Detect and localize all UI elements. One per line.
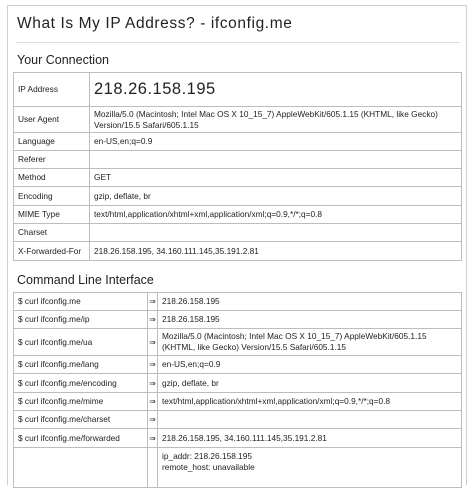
row-label: IP Address xyxy=(14,73,90,107)
cli-command[interactable]: $ curl ifconfig.me/forwarded xyxy=(14,429,148,448)
cli-command[interactable]: $ curl ifconfig.me/charset xyxy=(14,411,148,429)
page-frame xyxy=(7,5,467,485)
arrow-icon: ⇒ xyxy=(148,329,158,356)
row-label: X-Forwarded-For xyxy=(14,242,90,261)
method-value[interactable]: GET xyxy=(90,169,462,187)
user-agent-value[interactable]: Mozilla/5.0 (Macintosh; Intel Mac OS X 10_15_7) AppleWebKit/605.1.15 (KHTML, like Gecko) Version/15.5 Safari/605.1.15 xyxy=(90,107,462,133)
cli-output[interactable]: gzip, deflate, br xyxy=(158,374,462,393)
connection-row-forwarded-for xyxy=(14,242,462,261)
connection-table xyxy=(13,72,462,261)
cli-command[interactable]: $ curl ifconfig.me/encoding xyxy=(14,374,148,393)
cli-row xyxy=(14,393,462,411)
arrow-icon: ⇒ xyxy=(148,356,158,374)
language-value[interactable]: en-US,en;q=0.9 xyxy=(90,133,462,151)
mime-value[interactable]: text/html,application/xhtml+xml,application/xml;q=0.9,*/*;q=0.8 xyxy=(90,206,462,224)
cli-output[interactable]: text/html,application/xhtml+xml,application/xml;q=0.9,*/*;q=0.8 xyxy=(158,393,462,411)
connection-row-user-agent xyxy=(14,107,462,133)
cli-command[interactable]: $ curl ifconfig.me/ip xyxy=(14,311,148,329)
arrow-icon: ⇒ xyxy=(148,311,158,329)
cli-output-multiline[interactable] xyxy=(158,448,462,488)
cli-output[interactable]: 218.26.158.195, 34.160.111.145,35.191.2.81 xyxy=(158,429,462,448)
cli-output[interactable]: en-US,en;q=0.9 xyxy=(158,356,462,374)
row-label: Charset xyxy=(14,224,90,242)
connection-heading: Your Connection xyxy=(17,53,109,67)
arrow-icon: ⇒ xyxy=(148,293,158,311)
arrow-icon: ⇒ xyxy=(148,411,158,429)
cli-output[interactable]: Mozilla/5.0 (Macintosh; Intel Mac OS X 10_15_7) AppleWebKit/605.1.15 (KHTML, like Gecko) Version/15.5 Safari/605.1.15 xyxy=(158,329,462,356)
row-label: Method xyxy=(14,169,90,187)
cli-command[interactable]: $ curl ifconfig.me/mime xyxy=(14,393,148,411)
title-divider xyxy=(16,42,460,43)
cli-row xyxy=(14,311,462,329)
cli-output-line: remote_host: unavailable xyxy=(162,462,255,472)
connection-row-encoding xyxy=(14,187,462,206)
cli-output[interactable]: 218.26.158.195 xyxy=(158,293,462,311)
arrow-icon: ⇒ xyxy=(148,374,158,393)
page-title: What Is My IP Address? - ifconfig.me xyxy=(17,15,293,32)
cli-command[interactable] xyxy=(14,448,148,488)
cli-row xyxy=(14,429,462,448)
connection-row-referer xyxy=(14,151,462,169)
row-label: MIME Type xyxy=(14,206,90,224)
cli-row xyxy=(14,293,462,311)
cli-row xyxy=(14,411,462,429)
connection-row-mime xyxy=(14,206,462,224)
cli-row xyxy=(14,374,462,393)
row-label: Encoding xyxy=(14,187,90,206)
connection-row-language xyxy=(14,133,462,151)
connection-row-ip xyxy=(14,73,462,107)
connection-row-charset xyxy=(14,224,462,242)
arrow-cell xyxy=(148,448,158,488)
row-label: User Agent xyxy=(14,107,90,133)
encoding-value[interactable]: gzip, deflate, br xyxy=(90,187,462,206)
cli-output[interactable]: 218.26.158.195 xyxy=(158,311,462,329)
charset-value[interactable] xyxy=(90,224,462,242)
connection-row-method xyxy=(14,169,462,187)
cli-output-line: ip_addr: 218.26.158.195 xyxy=(162,451,252,461)
forwarded-for-value[interactable]: 218.26.158.195, 34.160.111.145,35.191.2.81 xyxy=(90,242,462,261)
referer-value[interactable] xyxy=(90,151,462,169)
row-label: Referer xyxy=(14,151,90,169)
arrow-icon: ⇒ xyxy=(148,429,158,448)
ip-address-value[interactable]: 218.26.158.195 xyxy=(90,73,462,107)
cli-heading: Command Line Interface xyxy=(17,273,154,287)
arrow-icon: ⇒ xyxy=(148,393,158,411)
row-label: Language xyxy=(14,133,90,151)
cli-command[interactable]: $ curl ifconfig.me xyxy=(14,293,148,311)
cli-row xyxy=(14,448,462,488)
cli-output[interactable] xyxy=(158,411,462,429)
cli-row xyxy=(14,356,462,374)
cli-command[interactable]: $ curl ifconfig.me/ua xyxy=(14,329,148,356)
cli-row xyxy=(14,329,462,356)
cli-table xyxy=(13,292,462,488)
cli-command[interactable]: $ curl ifconfig.me/lang xyxy=(14,356,148,374)
